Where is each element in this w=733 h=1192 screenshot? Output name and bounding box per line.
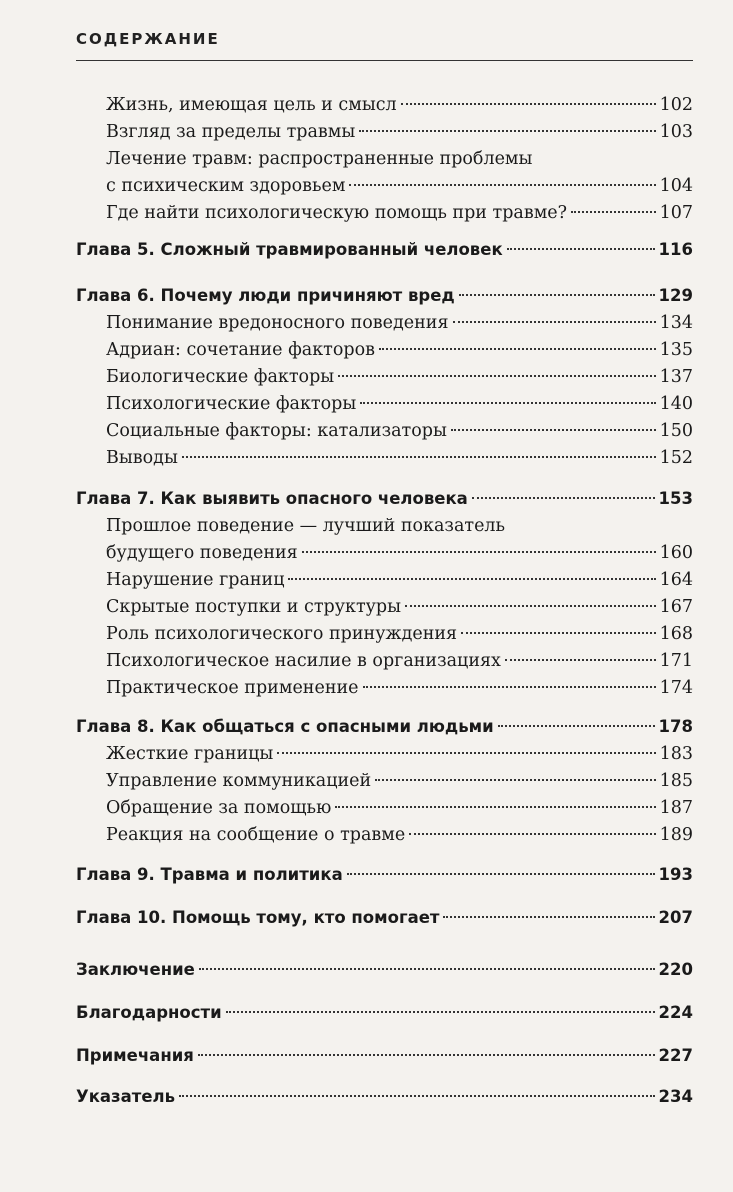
toc-page-number: 207 — [658, 908, 693, 927]
toc-leader — [507, 248, 655, 250]
toc-entry-title: Где найти психологическую помощь при травме? — [106, 203, 568, 223]
toc-leader — [277, 752, 655, 754]
toc-page-number: 150 — [659, 421, 693, 441]
running-head-title: СОДЕРЖАНИЕ — [76, 30, 220, 48]
toc-chapter — [76, 1000, 693, 1026]
toc-entry — [106, 540, 693, 566]
toc-leader — [498, 725, 655, 727]
toc-leader — [571, 211, 656, 213]
toc-leader — [182, 456, 656, 458]
toc-page-number: 152 — [659, 448, 693, 468]
toc-page-number: 167 — [659, 597, 693, 617]
toc-chapter-title: Глава 8. Как общаться с опасными людьми — [76, 717, 494, 736]
toc-leader — [401, 103, 656, 105]
toc-entry — [106, 173, 693, 199]
toc-leader — [360, 402, 655, 404]
toc-entry — [106, 337, 693, 363]
toc-page-number: 185 — [659, 771, 693, 791]
toc-leader — [359, 130, 655, 132]
toc-chapter-title: Указатель — [76, 1087, 176, 1106]
toc-entry-title: Управление коммуникацией — [106, 771, 372, 791]
toc-chapter-title: Глава 5. Сложный травмированный человек — [76, 240, 503, 259]
toc-entry — [106, 795, 693, 821]
toc-chapter — [76, 905, 693, 931]
toc-chapter — [76, 714, 693, 740]
toc-page-number: 171 — [659, 651, 693, 671]
toc-entry — [106, 648, 693, 674]
toc-leader — [451, 429, 656, 431]
toc-chapter — [76, 486, 693, 512]
toc-leader — [198, 1054, 655, 1056]
toc-page-number: 129 — [658, 286, 693, 305]
toc-entry-title: Понимание вредоносного поведения — [106, 313, 449, 333]
toc-entry-title: Роль психологического принуждения — [106, 624, 458, 644]
toc-chapter-title: Глава 10. Помощь тому, кто помогает — [76, 908, 440, 927]
toc-leader — [335, 806, 655, 808]
toc-entry-title: Психологическое насилие в организациях — [106, 651, 501, 671]
toc-entry — [106, 391, 693, 417]
toc-entry — [106, 822, 693, 848]
toc-leader — [338, 375, 655, 377]
toc-entry-title: Практическое применение — [106, 678, 359, 698]
toc-entry — [106, 567, 693, 593]
toc-page-number: 134 — [659, 313, 693, 333]
toc-page-number: 153 — [658, 489, 693, 508]
toc-entry — [106, 92, 693, 118]
toc-chapter — [76, 957, 693, 983]
toc-page-number: 178 — [658, 717, 693, 736]
toc-entry-title: Психологические факторы — [106, 394, 357, 414]
toc-entry-title: Обращение за помощью — [106, 798, 332, 818]
toc-entry — [106, 594, 693, 620]
toc-leader — [379, 348, 656, 350]
toc-page-number: 234 — [658, 1087, 693, 1106]
toc-leader — [347, 873, 655, 875]
toc-entry — [106, 675, 693, 701]
toc-page-number: 102 — [659, 95, 693, 115]
toc-page-number: 174 — [659, 678, 693, 698]
toc-page-number: 189 — [659, 825, 693, 845]
toc-entry-title: Жесткие границы — [106, 744, 274, 764]
toc-leader — [302, 551, 656, 553]
toc-entry — [106, 418, 693, 444]
toc-chapter — [76, 1043, 693, 1069]
toc-entry — [106, 364, 693, 390]
toc-entry-title: Скрытые поступки и структуры — [106, 597, 402, 617]
toc-page-number: 104 — [659, 176, 693, 196]
toc-entry — [106, 741, 693, 767]
toc-leader — [443, 916, 654, 918]
toc-entry-title: Социальные факторы: катализаторы — [106, 421, 447, 441]
toc-page-number: 183 — [659, 744, 693, 764]
toc-entry — [106, 445, 693, 471]
toc-entry-title: с психическим здоровьем — [106, 176, 346, 196]
toc-entry-title: Адриан: сочетание факторов — [106, 340, 375, 360]
toc-page-number: 107 — [659, 203, 693, 223]
toc-leader — [472, 497, 655, 499]
toc-entry-title: Нарушение границ — [106, 570, 285, 590]
toc-entry-title-line1: Прошлое поведение — лучший показатель — [106, 516, 506, 536]
toc-chapter-title: Благодарности — [76, 1003, 222, 1022]
toc-chapter-title: Заключение — [76, 960, 195, 979]
toc-chapter — [76, 237, 693, 263]
toc-leader — [459, 294, 655, 296]
toc-entry-title: Жизнь, имеющая цель и смысл — [106, 95, 397, 115]
toc-page-number: 164 — [659, 570, 693, 590]
toc-entry-title: будущего поведения — [106, 543, 298, 563]
toc-entry — [106, 621, 693, 647]
toc-leader — [409, 833, 655, 835]
toc-page-number: 193 — [658, 865, 693, 884]
toc-leader — [226, 1011, 655, 1013]
toc-entry — [106, 768, 693, 794]
toc-leader — [199, 968, 655, 970]
toc-entry-title: Реакция на сообщение о травме — [106, 825, 406, 845]
toc-page-number: 224 — [658, 1003, 693, 1022]
toc-leader — [179, 1095, 654, 1097]
toc-entry — [106, 119, 693, 145]
toc-leader — [461, 632, 656, 634]
toc-entry-title: Выводы — [106, 448, 178, 468]
toc-page-number: 227 — [658, 1046, 693, 1065]
toc-page-number: 103 — [659, 122, 693, 142]
toc-entry — [106, 200, 693, 226]
toc-entry-title: Взгляд за пределы травмы — [106, 122, 356, 142]
toc-page-number: 187 — [659, 798, 693, 818]
toc-entry — [106, 310, 693, 336]
toc-leader — [505, 659, 656, 661]
toc-page-number: 135 — [659, 340, 693, 360]
toc-page-number: 140 — [659, 394, 693, 414]
toc-chapter — [76, 283, 693, 309]
toc-chapter — [76, 1084, 693, 1110]
toc-entry-title: Биологические факторы — [106, 367, 335, 387]
toc-leader — [453, 321, 656, 323]
toc-chapter-title: Глава 7. Как выявить опасного человека — [76, 489, 468, 508]
toc-page-number: 137 — [659, 367, 693, 387]
toc-chapter-title: Глава 9. Травма и политика — [76, 865, 343, 884]
toc-leader — [288, 578, 655, 580]
toc-page-number: 220 — [658, 960, 693, 979]
toc-page-number: 168 — [659, 624, 693, 644]
toc-chapter-title: Глава 6. Почему люди причиняют вред — [76, 286, 455, 305]
toc-page-number: 116 — [658, 240, 693, 259]
toc-leader — [375, 779, 655, 781]
toc-page-number: 160 — [659, 543, 693, 563]
toc-chapter — [76, 862, 693, 888]
toc-leader — [349, 184, 655, 186]
toc-leader — [405, 605, 656, 607]
toc-chapter-title: Примечания — [76, 1046, 194, 1065]
toc-leader — [363, 686, 656, 688]
toc-entry-title-line1: Лечение травм: распространенные проблемы — [106, 149, 533, 169]
